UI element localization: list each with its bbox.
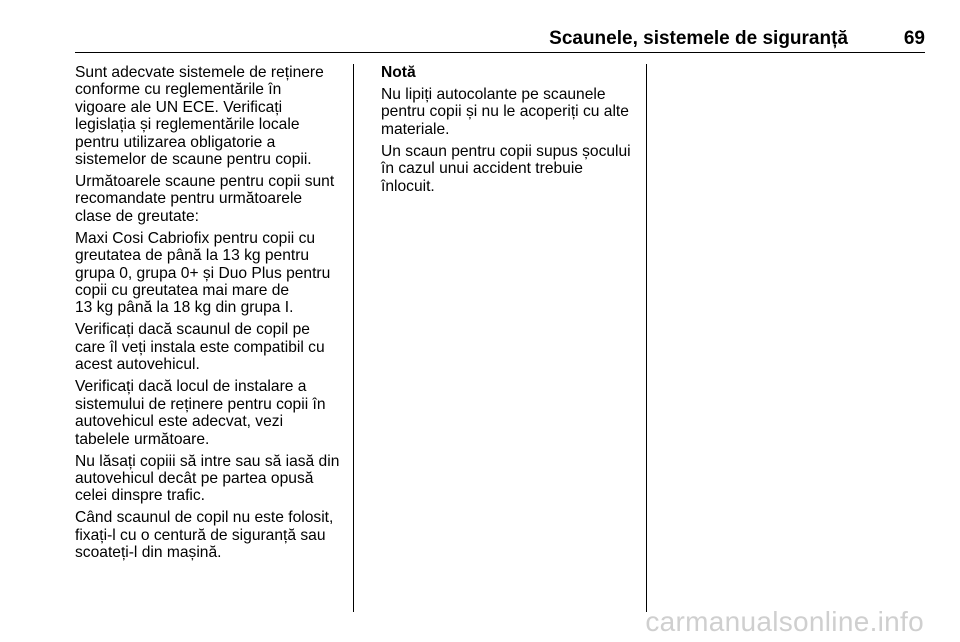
paragraph: Un scaun pentru copii supus șocului în cazul unui accident trebuie înlocuit. [381, 142, 631, 195]
paragraph: Maxi Cosi Cabriofix pentru copii cu greutatea de până la 13 kg pentru grupa 0, grupa 0+ și Duo Plus pentru copii cu greutatea mai mare de 13 kg până la 18 kg din grupa I. [75, 229, 331, 317]
note-title: Notă [381, 64, 416, 81]
paragraph: Verificați dacă scaunul de copil pe care îl veți instala este compatibil cu acest autovehicul. [75, 321, 325, 374]
note-text: Nu lipiți autocolante pe scaunele pentru copii și nu le acoperiți cu alte materiale. [381, 86, 629, 138]
paragraph: Când scaunul de copil nu este folosit, fixați-l cu o centură de siguranță sau scoateți-l din mașină. [75, 509, 334, 562]
paragraph: Verificați dacă locul de instalare a sistemului de reținere pentru copii în autovehicul este adecvat, vezi tabelele următoare. [75, 378, 326, 448]
column-divider [353, 64, 354, 612]
watermark: carmanualsonline.info [645, 606, 924, 637]
paragraph: Sunt adecvate sistemele de reținere conforme cu reglementările în vigoare ale UN ECE. Verificați legislația și reglementările locale pentru utilizarea obligatorie a sistemelor de scaune pentru copii. [75, 64, 324, 169]
paragraph: Următoarele scaune pentru copii sunt recomandate pentru următoarele clase de greutate: [75, 173, 335, 225]
page-number: 69 [903, 28, 925, 49]
column-divider [646, 64, 647, 612]
paragraph: Nu lăsați copiii să intre sau să iasă din autovehicul decât pe partea opusă celei dinspre trafic. [75, 452, 340, 505]
page-title: Scaunele, sistemele de siguranță [549, 28, 848, 49]
left-column [75, 64, 355, 566]
page-header [75, 28, 925, 53]
middle-column [381, 64, 643, 200]
